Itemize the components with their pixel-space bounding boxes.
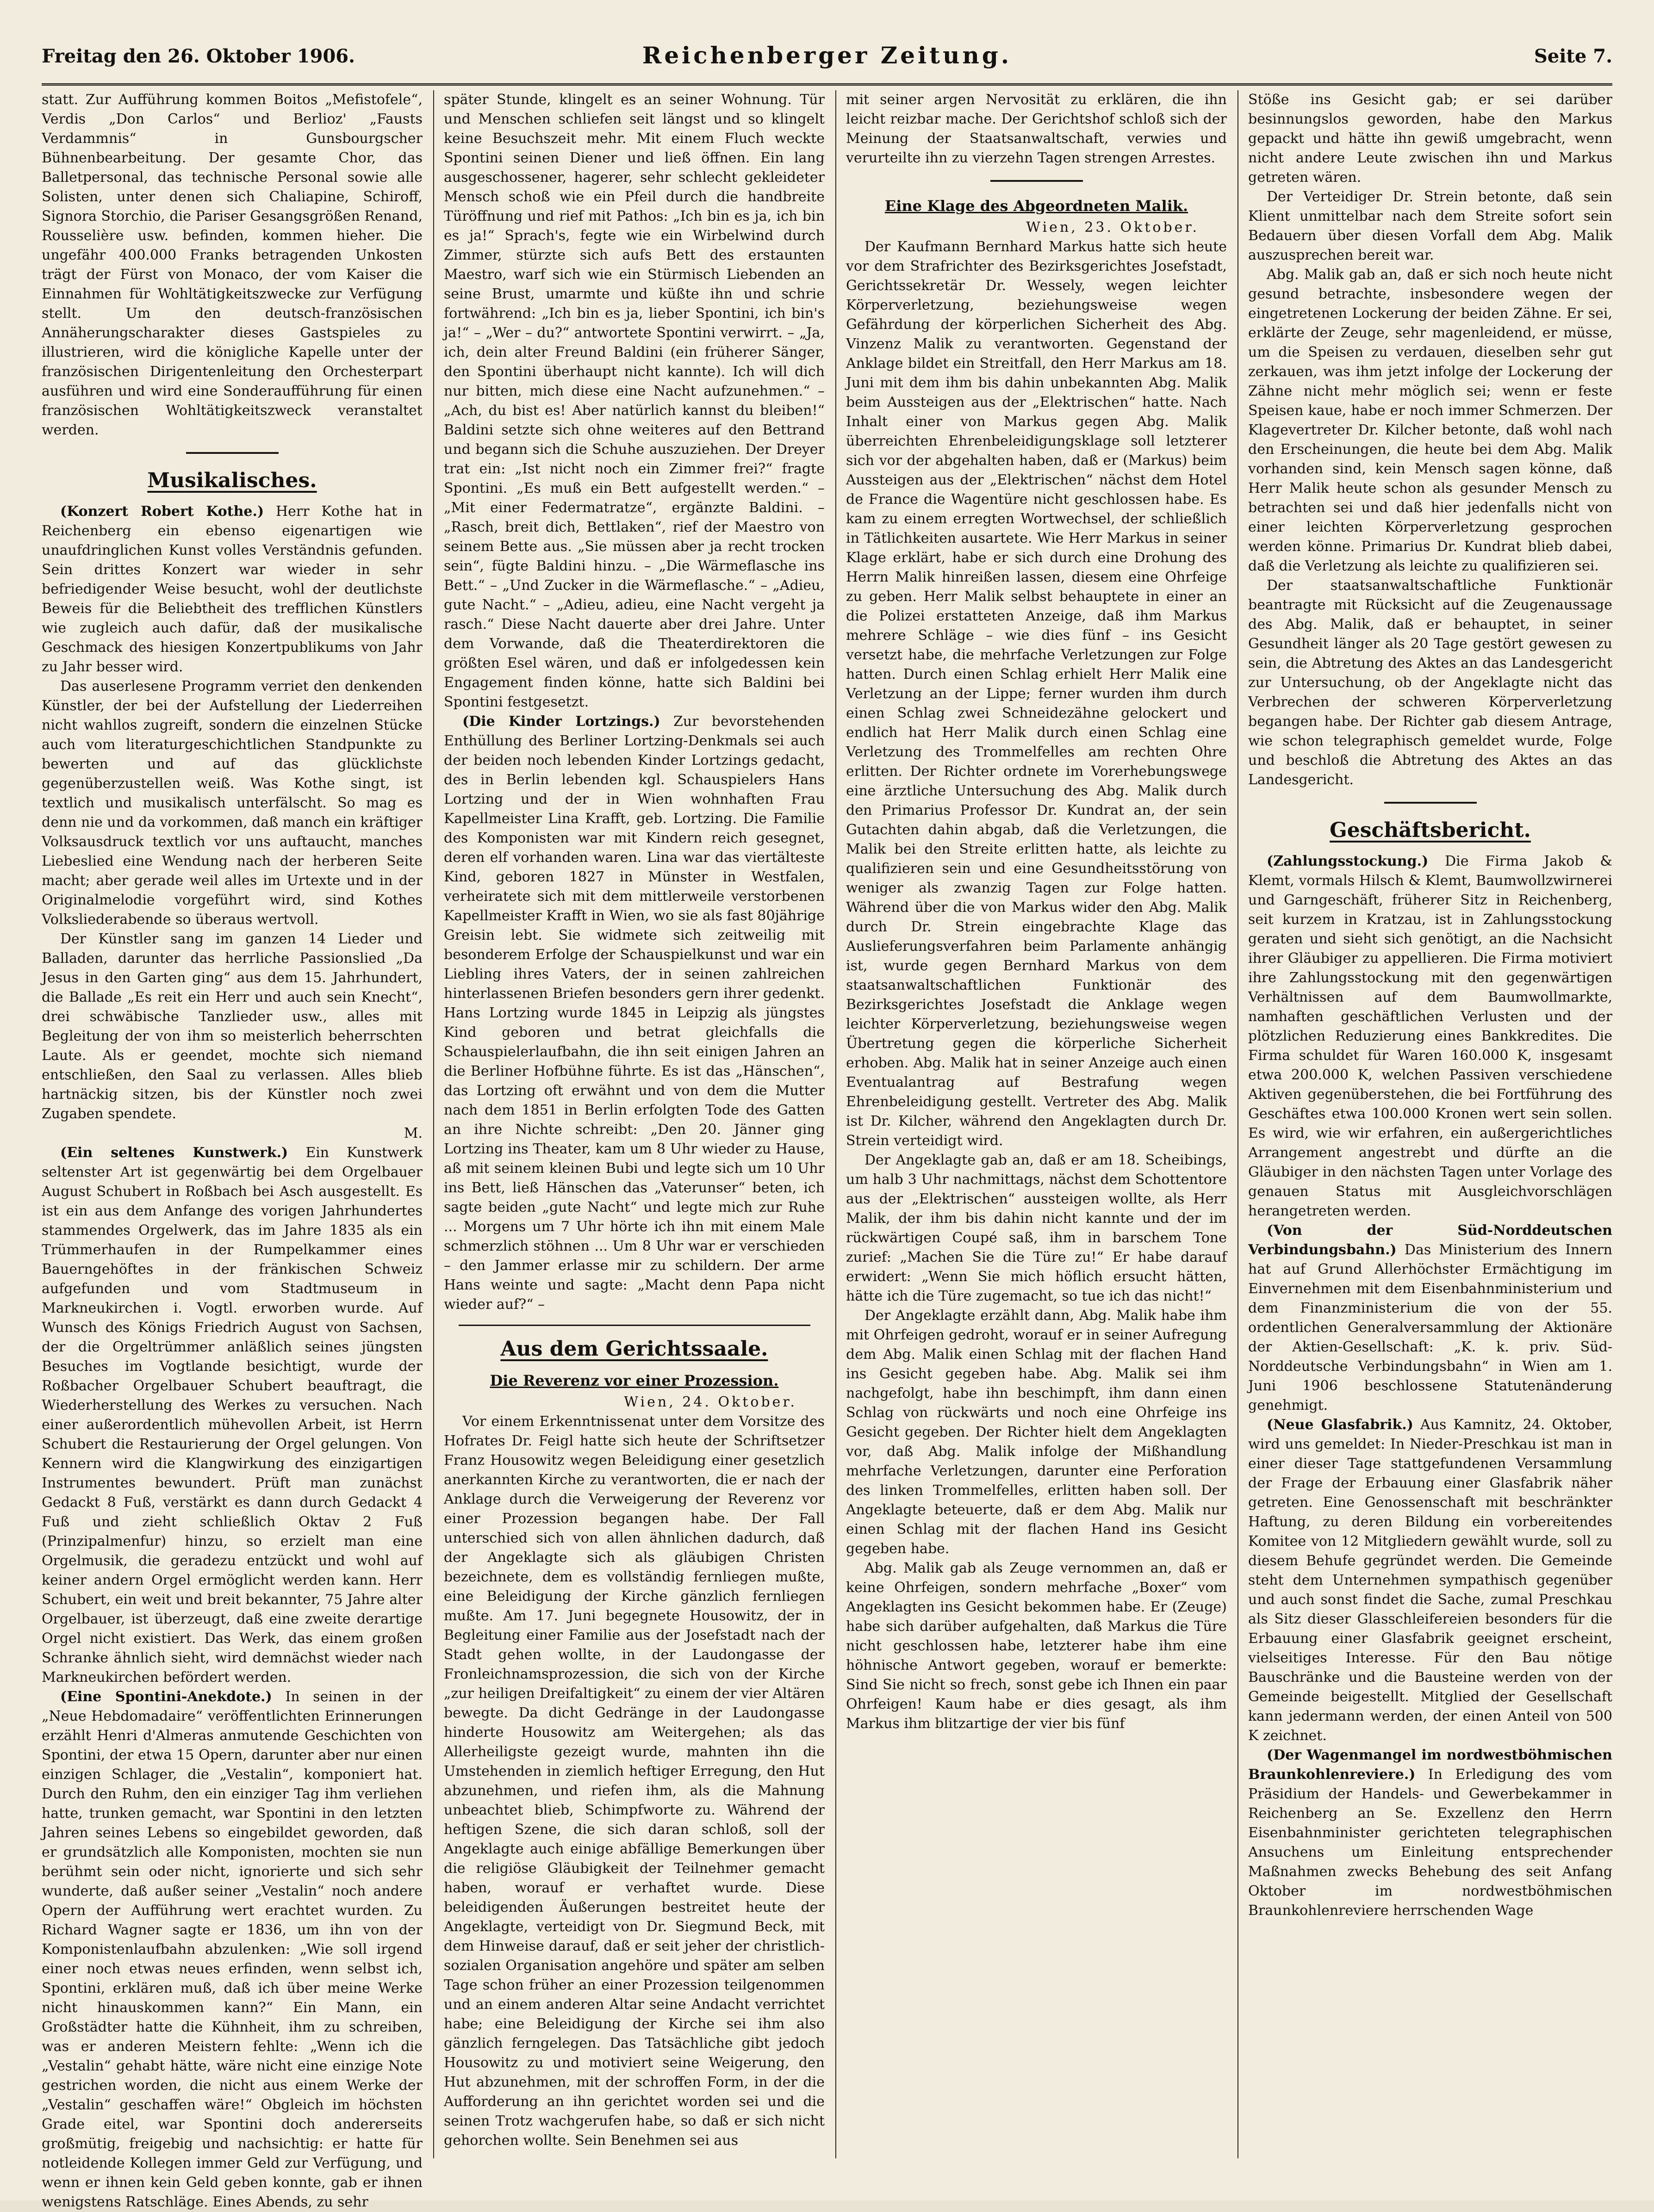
article-body: Aus Kamnitz, 24. Oktober, wird uns gemeldet: In Nieder-Preschkau ist man in einer dieser Tage stattgefundenen Versammlung der Frage der Erbauung einer Glasfabrik näher getreten. Eine Genossenschaft mit beschränkter Haftung, zu deren Bildung ein vorbereitendes Komitee von 12 Mitgliedern gewählt wurde, soll zu diesem Behufe gegründet werden. Die Gemeinde steht dem Unternehmen sympathisch gegenüber und auch sonst findet die Sache, zumal Preschkau als Sitz dieser Glasschleifereien besonders für die Erbauung einer Glasfabrik geeignet erscheint, vielseitiges Interesse. Für den Bau nötige Bauschränke und die Bausteine werden von der Gemeinde beigestellt. Mitglied der Gesellschaft kann jedermann werden, der einen Anteil von 500 K zeichnet. bbox=[1248, 1417, 1612, 1744]
article-body: Zur bevorstehenden Enthüllung des Berliner Lortzing-Denkmals sei auch der beiden noch lebenden Kinder Lortzings gedacht, des in Berlin lebenden kgl. Schauspielers Hans Lortzing und der in Wien wohnhaften Frau Kapellmeister Lina Krafft, geb. Lortzing. Die Familie des Komponisten war mit Kindern reich gesegnet, deren elf vorhanden waren. Lina war das viertälteste Kind, geboren 1827 in Münster in Westfalen, verheiratete sich mit dem mittlerweile verstorbenen Kapellmeister Krafft in Wien, wo sie als fast 80jährige Greisin lebt. Sie widmete sich zeitweilig mit besonderem Erfolge der Schauspielkunst und war ein Liebling ihres Vaters, der in seinen zahlreichen hinterlassenen Briefen besonders gern ihrer gedenkt. Hans Lortzing wurde 1845 in Leipzig als jüngstes Kind geboren und betrat gleichfalls die Schauspielerlaufbahn, die ihn seit einigen Jahren an die Berliner Hofbühne führte. Es ist das „Hänschen“, das Lortzing oft erwähnt und von dem die Mutter nach dem 1851 in Berlin erfolgten Tode des Gatten an ihre Nichte schreibt: „Den 20. Jänner ging Lortzing ins Theater, kam um 8 Uhr wieder zu Hause, aß mit seinem kleinen Bubi und legte sich um 10 Uhr ins Bett, ließ Hänschen das „Vaterunser“ beten, ich sagte beiden „gute Nacht“ und legte mich zur Ruhe ... Morgens um 7 Uhr hörte ich ihn mit einem Male schmerzlich stöhnen ... Um 8 Uhr war er verschieden – den Jammer erlasse mir zu schildern. Der arme Hans weinte und sagte: „Macht denn Papa nicht wieder auf?“ – bbox=[444, 713, 825, 1313]
article-lortzing bbox=[444, 712, 825, 1314]
column-1 bbox=[42, 90, 423, 2210]
article-body: Das Ministerium des Innern hat auf Grund Allerhöchster Ermächtigung im Einvernehmen mit dem Eisenbahnministerium und dem Finanzministerium die von der 55. ordentlichen Generalversammlung der Aktionäre der Aktien-Gesellschaft: „K. k. priv. Süd-Norddeutsche Verbindungsbahn“ in Wien am 1. Juni 1906 beschlossene Statutenänderung genehmigt. bbox=[1248, 1242, 1613, 1413]
article-paragraph: Der Angeklagte gab an, daß er am 18. Scheibings, um halb 3 Uhr nachmittags, nächst dem Schottentore aus der „Elektrischen“ aussteigen wollte, als Herr Malik, der ihm bis dahin nicht kannte und der im rückwärtigen Coupé saß, ihm in barschem Tone zurief: „Machen Sie die Türe zu!“ Er habe darauf erwidert: „Wenn Sie mich höflich ersucht hätten, hätte ich die Türe zugemacht, so tue ich das nicht!“ bbox=[846, 1152, 1227, 1304]
article-verbindungsbahn bbox=[1248, 1221, 1612, 1415]
article-continuation: Stöße ins Gesicht gab; er sei darüber besinnungslos geworden, habe den Markus gepackt und hätte ihn gewiß umgebracht, wenn nicht andere Leute zwischen ihn und Markus getreten wären. bbox=[1248, 92, 1612, 186]
article-paragraph: Abg. Malik gab als Zeuge vernommen an, daß er keine Ohrfeigen, sondern mehrfache „Boxer“ vom Angeklagten ins Gesicht bekommen habe. Er (Zeuge) habe sich darüber aufgehalten, daß Markus die Türe nicht geschlossen habe, letzterer habe ihm eine höhnische Antwort gegeben, worauf er bemerkte: Sind Sie nicht so frech, sonst gebe ich Ihnen ein paar Ohrfeigen! Kaum habe er dies gesagt, als ihm Markus ihm blitzartige der vier bis fünf bbox=[846, 1560, 1227, 1732]
article-continuation: später Stunde, klingelt es an seiner Wohnung. Tür und Menschen schliefen seit längst und so klingelt keine Besuchszeit mehr. Mit einem Fluch weckte Spontini seinen Diener und ließ öffnen. Ein lang ausgeschossener, hagerer, sehr schlecht gekleideter Mensch schoß wie ein Pfeil durch die handbreite Türöffnung und rief mit Pathos: „Ich bin es ja, ich bin es ja!“ Sprach's, fegte wie ein Wirbelwind durch Zimmer, stürzte sich aufs Bett des erstaunten Maestro, warf sich wie ein Stürmisch Liebenden an seine Brust, umarmte und küßte ihn und schrie fortwährend: „Ich bin es ja, lieber Spontini, ich bin's ja!“ – „Wer – du?“ antwortete Spontini verwirrt. – „Ja, ich, dein alter Freund Baldini (ein früherer Sänger, den Spontini überhaupt nicht kannte). Ich will dich nur bitten, mich diese eine Nacht aufzunehmen.“ – „Ach, du bist es! Aber natürlich kannst du bleiben!“ Baldini setzte sich ohne weiteres auf den Bettrand und begann sich die Schuhe auszuziehen. Der Dreyer trat ein: „Ist nicht noch ein Zimmer frei?“ fragte Spontini. „Es muß ein Bett aufgestellt werden.“ – „Mit einer Federmatratze“, ergänzte Baldini. – „Rasch, breit dich, Bettlaken“, rief der Maestro von seinem Bette aus. „Sie müssen aber ja recht trocken sein“, fügte Baldini hinzu. – „Die Wärmeflasche ins Bett.“ – „Und Zucker in die Wärmeflasche.“ – „Adieu, gute Nacht.“ – „Adieu, adieu, eine Nacht vergeht ja rasch.“ Diese Nacht dauerte aber drei Jahre. Unter dem Vorwande, daß die Theaterdirektoren die größten Esel wären, und daß er infolgedessen kein Engagement finden könne, hatte sich Baldini bei Spontini festgesetzt. bbox=[444, 92, 825, 710]
article-paragraph: Der Angeklagte erzählt dann, Abg. Malik habe ihm mit Ohrfeigen gedroht, worauf er in seiner Aufregung dem Abg. Malik einen Schlag mit der flachen Hand ins Gesicht gegeben habe. Abg. Malik sei ihm nachgefolgt, habe ihn beschimpft, ihm dann einen Schlag von rückwärts und noch eine Ohrfeige ins Gesicht gegeben. Der Richter hielt dem Angeklagten vor, daß Abg. Malik infolge der Mißhandlung mehrfache Verletzungen, darunter eine Perforation des linken Trommelfelles, erlitten haben soll. Der Angeklagte beteuerte, daß er dem Abg. Malik nur einen Schlag mit der flachen Hand ins Gesicht gegeben habe. bbox=[846, 1307, 1227, 1557]
article-heading: (Konzert Robert Kothe.) bbox=[60, 503, 264, 520]
article-heading: (Ein seltenes Kunstwerk.) bbox=[60, 1145, 288, 1161]
columns bbox=[42, 90, 1613, 2210]
article-heading: (Eine Spontini-Anekdote.) bbox=[60, 1689, 272, 1705]
article-paragraph: Der Verteidiger Dr. Strein betonte, daß sein Klient unmittelbar nach dem Streite sofort sein Bedauern über diesen Vorfall dem Abg. Malik auszusprechen bereit war. bbox=[1248, 189, 1612, 263]
page-number: Seite 7. bbox=[1534, 45, 1612, 67]
masthead bbox=[42, 32, 1612, 86]
article-paragraph: Das auserlesene Programm verriet den denkenden Künstler, der bei der Aufstellung der Liederreihen nicht wahllos zugreift, sondern die einzelnen Stücke auch vom literaturgeschichtlichen Standpunkte zu bewerten und auf das glücklichste gegenüberzustellen weiß. Was Kothe singt, ist textlich und musikalisch unterfälscht. So mag es denn nie und da vorkommen, daß manch ein kräftiger Volksausdruck textlich vor uns auftaucht, manches Liebeslied eine Wendung nach der herberen Seite macht; aber gerade weil alles im Urtexte und in der Originalmelodie vorgeführt wird, sind Kothes Volksliederabende so überaus wertvoll. bbox=[42, 678, 423, 928]
article-continuation: statt. Zur Aufführung kommen Boitos „Mefistofele“, Verdis „Don Carlos“ und Berlioz' „Fausts Verdammnis“ in Gunsbourgscher Bühnenbearbeitung. Der gesamte Chor, das Balletpersonal, das technische Personal sowie alle Solisten, unter denen sich Chaliapine, Schiroff, Signora Storchio, die Pariser Gesangsgrößen Renand, Rousselière usw. befinden, kommen hieher. Die ungefähr 400.000 Franks betragenden Unkosten trägt der Fürst von Monaco, der vom Kaiser die Einnahmen für Wohltätigkeitszwecke zur Verfügung stellt. Um den deutsch-französischen Annäherungscharakter dieses Gastspieles zu illustrieren, wird die königliche Kapelle unter der französischen Dirigentenleitung den Orchesterpart ausführen und wird eine Sonderaufführung für einen französischen Wohltätigkeitszweck veranstaltet werden. bbox=[42, 92, 423, 438]
article-body: Ein Kunstwerk seltenster Art ist gegenwärtig bei dem Orgelbauer August Schubert in Roßbach bei Asch ausgestellt. Es ist ein aus dem Anfange des vorigen Jahrhundertes stammendes Orgelwerk, das im Jahre 1835 als ein Trümmerhaufen in der Rumpelkammer eines Bauerngehöftes in der fränkischen Schweiz aufgefunden und vom Stadtmuseum in Markneukirchen i. Vogtl. erworben wurde. Auf Wunsch des Königs Friedrich August von Sachsen, der die Orgeltrümmer anläßlich seines jüngsten Besuches im Vogtlande besichtigt, wurde der Roßbacher Orgelbauer Schubert beauftragt, die Wiederherstellung des Werkes zu versuchen. Nach einer außerordentlich mühevollen Arbeit, ist Herrn Schubert die Restaurierung der Orgel gelungen. Von Kennern wird die Klangwirkung des einzigartigen Instrumentes bewundert. Prüft man zunächst Gedackt 8 Fuß, verstärkt es dann durch Gedackt 4 Fuß und zieht schließlich Oktav 2 Fuß (Prinzipalmenfur) hinzu, so erzielt man eine Orgelmusik, die geradezu entzückt und wohl auf keiner andern Orgel ermöglicht werden kann. Herr Schubert, ein weit und breit bekannter, 75 Jahre alter Orgelbauer, ist überzeugt, daß eine zweite derartige Orgel nicht existiert. Das Werk, das einem großen Schranke ähnlich sieht, wird demnächst wieder nach Markneukirchen befördert werden. bbox=[42, 1145, 423, 1685]
dateline: Wien, 23. Oktober. bbox=[1026, 219, 1199, 235]
section-heading-music: Musikalisches. bbox=[147, 469, 317, 492]
article-paragraph: Vor einem Erkenntnissenat unter dem Vorsitze des Hofrates Dr. Feigl hatte sich heute der Schriftsetzer Franz Housowitz wegen Beleidigung einer gesetzlich anerkannten Kirche zu verantworten, die er nach der Anklage durch die Verweigerung der Reverenz vor einer Prozession begangen habe. Der Fall unterschied sich von allen ähnlichen dadurch, daß der Angeklagte sich als gläubigen Christen bezeichnete, dem es vollständig fernliegen mußte, eine Beleidigung der Kirche gänzlich fernliegen mußte. Am 17. Juni begegnete Housowitz, der in Begleitung einer Familie aus der Josefstadt nach der Stadt gehen wollte, in der Laudongasse der Fronleichnamsprozession, die sich von der Kirche „zur heiligen Dreifaltigkeit“ zu einem der vier Altären bewegte. Da dicht Gedränge in der Laudongasse hinderte Housowitz am Weitergehen; als das Allerheiligste gezeigt wurde, mahnten ihn die Umstehenden in ziemlich heftiger Erregung, den Hut abzunehmen, und riefen ihm, als die Mahnung unbeachtet blieb, Schimpfworte zu. Während der heftigen Szene, die sich daran schloß, soll der Angeklagte auch einige abfällige Bemerkungen über die religiöse Gläubigkeit der Teilnehmer gemacht haben, worauf er verhaftet wurde. Diese beleidigenden Äußerungen bestreitet heute der Angeklagte, verteidigt von Dr. Siegmund Beck, mit dem Hinweise darauf, daß er seit jeher der christlich-sozialen Organisation angehöre und später am selben Tage schon früher an einer Prozession teilgenommen und an einem anderen Altar seine Andacht verrichtet habe; eine Beleidigung der Kirche sei ihm also gänzlich ferngelegen. Das Tatsächliche gibt jedoch Housowitz zu und motiviert seine Weigerung, den Hut abzunehmen, mit der schroffen Form, in der die Aufforderung an ihn gerichtet worden sei und die seinen Trotz wachgerufen habe, so daß er sich nicht gehorchen wollte. Sein Benehmen sei aus bbox=[444, 1413, 825, 2149]
newspaper-title: Reichenberger Zeitung. bbox=[642, 42, 1012, 69]
column-3 bbox=[846, 90, 1227, 2158]
article-paragraph: Der Künstler sang im ganzen 14 Lieder und Balladen, darunter das herrliche Passionslied „Da Jesus in den Garten ging“ aus dem 15. Jahrhundert, die Ballade „Es reit ein Herr und auch sein Knecht“, drei schwäbische Tanzlieder usw., alles mit Begleitung der von ihm so meisterlich beherrschten Laute. Als er geendet, mochte sich niemand entschließen, den Saal zu verlassen. Alles blieb hartnäckig sitzen, bis der Künstler noch zwei Zugaben spendete. bbox=[42, 931, 423, 1122]
article-zahlungsstockung bbox=[1248, 852, 1612, 1221]
article-title: Eine Klage des Abgeordneten Malik. bbox=[884, 197, 1188, 215]
article-paragraph: Der staatsanwaltschaftliche Funktionär beantragte mit Rücksicht auf die Zeugenaussage des Abg. Malik, daß er behauptet, in seiner Gesundheit länger als 20 Tage gestört gewesen zu sein, die Abtretung des Aktes an das Landesgericht zur Untersuchung, ob der Angeklagte nicht das Verbrechen der schweren Körperverletzung begangen habe. Der Richter gab diesem Antrage, wie schon telegraphisch gemeldet wurde, Folge und beschloß die Abtretung des Aktes an das Landesgericht. bbox=[1248, 577, 1612, 788]
section-heading-court: Aus dem Gerichtssaale. bbox=[500, 1337, 768, 1361]
column-4 bbox=[1248, 90, 1612, 2158]
dateline: Wien, 24. Oktober. bbox=[624, 1394, 797, 1410]
article-body: In seinen in der „Neue Hebdomadaire“ veröffentlichten Erinnerungen erzählt Henri d'Almeras anmutende Geschichten von Spontini, der etwa 15 Opern, darunter aber nur einen einzigen Schlager, die „Vestalin“, komponiert hat. Durch den Ruhm, den ein einziger Tag ihm verliehen hatte, trunken gemacht, war Spontini in den letzten Jahren seines Lebens so eingebildet geworden, daß er grundsätzlich alle Komponisten, mochten sie nun berühmt sein oder nicht, ignorierte und sich sehr wunderte, daß außer seiner „Vestalin“ noch andere Opern der Aufführung wert erachtet wurden. Zu Richard Wagner sagte er 1836, um ihn von der Komponistenlaufbahn abzulenken: „Wie soll irgend einer noch etwas neues erfinden, wenn selbst ich, Spontini, erklären muß, daß ich über meine Werke nicht hinauskommen kann?“ Ein Mann, ein Großstädter hatte die Kühnheit, ihm zu schreiben, was er anderen Meistern fehlte: „Wenn ich die „Vestalin“ gehabt hätte, wäre nicht eine einzige Note gestrichen worden, die nicht aus einem Werke der „Vestalin“ geschaffen wäre!“ Obgleich im höchsten Grade eitel, war Spontini doch andererseits großmütig, freigebig und nachsichtig: er hatte für notleidende Kollegen immer Geld zur Verfügung, und wenn er ihnen kein Geld geben konnte, gab er ihnen wenigstens Ratschläge. Eines Abends, zu sehr bbox=[42, 1689, 423, 2210]
article-heading: (Zahlungsstockung.) bbox=[1267, 853, 1429, 869]
article-body: Herr Kothe hat in Reichenberg ein ebenso eigenartigen wie unaufdringlichen Kunst volles Verständnis gefunden. Sein drittes Konzert war wieder in sehr befriedigender Weise besucht, wohl der deutlichste Beweis für die Beliebtheit des trefflichen Künstlers wie zugleich auch dafür, daß der musikalische Geschmack des hiesigen Konzertpublikums von Jahr zu Jahr besser wird. bbox=[42, 503, 423, 675]
article-wagenmangel bbox=[1248, 1746, 1612, 1921]
article-heading: (Der Wagenmangel im nordwestböhmischen Braunkohlenreviere.) bbox=[1248, 1747, 1612, 1783]
column-rule bbox=[433, 90, 434, 2158]
article-kunstwerk bbox=[42, 1143, 423, 1687]
article-heading: (Die Kinder Lortzings.) bbox=[462, 713, 660, 730]
author-signature: M. bbox=[404, 1125, 423, 1141]
article-paragraph: Abg. Malik gab an, daß er sich noch heute nicht gesund betrachte, insbesondere wegen der eingetretenen Lockerung der beiden Zähne. Er sei, erklärte der Zeuge, sehr magenleidend, er müsse, um die Speisen zu verdauen, dieselben sehr gut zerkauen, was ihm jetzt infolge der Lockerung der Zähne nicht mehr möglich sei; wenn er feste Speisen kaue, habe er noch immer Schmerzen. Der Klagevertreter Dr. Kilcher betonte, daß wohl nach den Erscheinungen, die heute bei dem Abg. Malik vorhanden sind, kein Mensch sagen könne, daß Herr Malik heute schon als gesunder Mensch zu betrachten sei und daß hier jedenfalls nicht von einer leichten Körperverletzung gesprochen werden könne. Primarius Dr. Kundrat blieb dabei, daß die Verletzung als leichte zu qualifizieren sei. bbox=[1248, 266, 1612, 574]
column-2 bbox=[444, 90, 825, 2158]
article-title: Die Reverenz vor einer Prozession. bbox=[490, 1372, 779, 1389]
column-rule bbox=[835, 90, 836, 2158]
divider bbox=[1384, 802, 1477, 804]
article-body: Die Firma Jakob & Klemt, vormals Hilsch & Klemt, Baumwollzwirnerei und Garngeschäft, früherer Sitz in Reichenberg, seit kurzem in Kratzau, ist in Zahlungsstockung geraten und sieht sich genötigt, an die Nachsicht ihrer Gläubiger zu appellieren. Die Firma motiviert ihre Zahlungsstockung mit den gegenwärtigen Verhältnissen auf dem Baumwollmarkte, namhaften geschäftlichen Verlusten und der plötzlichen Reduzierung eines Bankkredites. Die Firma schuldet für Waren 160.000 K, insgesamt etwa 200.000 K, welchen Passiven verschiedene Aktiven gegenüberstehen, die bei Fortführung des Geschäftes etwa 100.000 Kronen wert sein sollen. Es wird, wie wir erfahren, ein außergerichtliches Arrangement angestrebt und dürfte an die Gläubiger in den nächsten Tagen unter Vorlage des genauen Status mit Ausgleichvorschlägen herangetreten werden. bbox=[1248, 853, 1612, 1219]
article-konzert-kothe bbox=[42, 502, 423, 677]
article-heading: (Neue Glasfabrik.) bbox=[1267, 1417, 1413, 1433]
article-glasfabrik bbox=[1248, 1415, 1612, 1746]
issue-date: Freitag den 26. Oktober 1906. bbox=[42, 45, 355, 67]
divider bbox=[459, 1325, 810, 1326]
divider bbox=[186, 452, 279, 454]
divider bbox=[990, 180, 1083, 182]
column-rule bbox=[1237, 90, 1238, 2158]
section-heading-business: Geschäftsbericht. bbox=[1330, 818, 1531, 842]
article-continuation: mit seiner argen Nervosität zu erklären, die ihn leicht reizbar mache. Der Gerichtshof schloß sich der Meinung der Staatsanwaltschaft, verwies und verurteilte ihn zu vierzehn Tagen strengen Arrestes. bbox=[846, 92, 1227, 166]
article-heading: (Von der Süd-Norddeutschen Verbindungsbahn.) bbox=[1248, 1222, 1612, 1258]
article-body: In Erledigung des vom Präsidium der Handels- und Gewerbekammer in Reichenberg an Se. Exzellenz den Herrn Eisenbahnminister gerichteten telegraphischen Ansuchens um Einleitung entsprechender Maßnahmen zwecks Behebung des seit Anfang Oktober im nordwestböhmischen Braunkohlenreviere herrschenden Wage bbox=[1248, 1766, 1612, 1919]
article-spontini bbox=[42, 1687, 423, 2212]
article-paragraph: Der Kaufmann Bernhard Markus hatte sich heute vor dem Strafrichter des Bezirksgerichtes Josefstadt, Gerichtssekretär Dr. Wessely, wegen leichter Körperverletzung, beziehungsweise wegen Gefährdung der körperlichen Sicherheit des Abg. Vinzenz Malik zu verantworten. Gegenstand der Anklage bildet ein Streitfall, den Herr Markus am 18. Juni mit dem ihm bis dahin unbekannten Abg. Malik beim Aussteigen aus der „Elektrischen“ hatte. Nach Inhalt einer von Markus gegen Abg. Malik überreichten Ehrenbeleidigungsklage soll letzterer sich vor der abgehalten haben, daß er (Markus) beim Aussteigen aus der „Elektrischen“ nächst dem Hotel de France die Wagentüre nicht geschlossen habe. Es kam zu einem erregten Wortwechsel, der schließlich in Tätlichkeiten ausartete. Wie Herr Markus in seiner Klage erklärt, habe er sich durch eine Drohung des Herrn Malik hinreißen lassen, diesem eine Ohrfeige zu geben. Herr Malik selbst behauptete in einer an die Polizei erstatteten Anzeige, daß ihm Markus mehrere Schläge – wie dies fünf – ins Gesicht versetzt habe, die mehrfache Verletzungen zur Folge hatten. Durch einen Schlag erhielt Herr Malik eine Verletzung an der Lippe; ferner wurden ihm durch einen Schlag zwei Schneidezähne gelockert und endlich hat Herr Malik durch einen Schlag eine Verletzung des Trommelfelles am rechten Ohre erlitten. Der Richter ordnete im Vorerhebungswege eine ärztliche Untersuchung des Abg. Malik durch den Primarius Professor Dr. Kundrat an, der sein Gutachten dahin abgab, daß die Verletzungen, die Malik bei den Streite erlitten hatte, als leichte zu qualifizieren sein und eine Gesundheitsstörung von weniger als zwanzig Tagen zur Folge hatten. Während über die von Markus wider den Abg. Malik durch Dr. Strein eingebrachte Klage das Auslieferungsverfahren beim Parlamente anhängig ist, wurde gegen Bernhard Markus von dem staatsanwaltschaftlichen Funktionär des Bezirksgerichtes Josefstadt die Anklage wegen leichter Körperverletzung, beziehungsweise wegen Übertretung gegen die körperliche Sicherheit erhoben. Abg. Malik hat in seiner Anzeige auch einen Eventualantrag auf Bestrafung wegen Ehrenbeleidigung gestellt. Vertreter des Abg. Malik ist Dr. Kilcher, während den Angeklagten durch Dr. Strein verteidigt wird. bbox=[846, 239, 1227, 1149]
